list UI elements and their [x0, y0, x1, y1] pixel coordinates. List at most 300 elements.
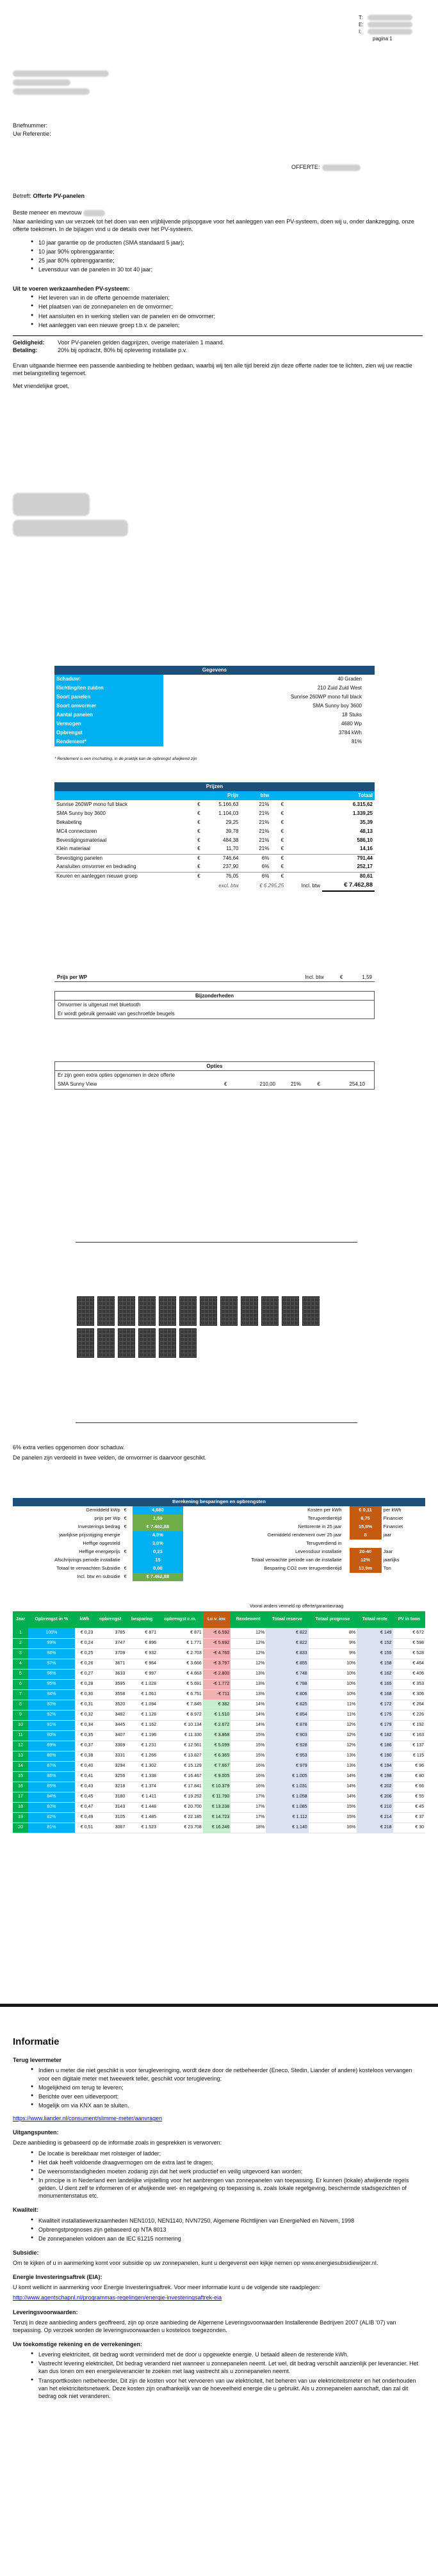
table-cell: € 152 [357, 1638, 393, 1648]
table-cell: € 871 [158, 1628, 203, 1638]
table-cell: 16% [309, 1823, 357, 1833]
solar-panel [118, 1328, 135, 1358]
table-cell: € 3.666 [158, 1659, 203, 1669]
table-row [13, 1812, 425, 1823]
list-item: ● In principe is in Nederland een landelijke vrijstelling voor het aanbrengen van zonnepanelen van toepassing. Er kunnen (lokale) afwijkende regels gelden. U dient zelf te informeren of er afwijkende wet- en regelgeving op toepassing is, zoals lokale regelgeving, beschermde stadsgezichten of monumentenstatus etc. [31, 2177, 423, 2200]
row-label: Aantal panelen [54, 711, 163, 720]
table-row [13, 1751, 425, 1761]
savings-label: jaarlijkse prijsstijging energie [59, 1532, 120, 1538]
payment-label: Betaling: [13, 346, 38, 353]
table-cell: € 1.411 [126, 1792, 158, 1802]
savings-currency [122, 1540, 133, 1548]
table-cell: 14% [309, 1771, 357, 1782]
savings-label: Incl. btw en subsidie [77, 1574, 120, 1580]
row-label: Soort omvormer [54, 702, 163, 711]
price-tcur: € [280, 828, 284, 834]
table-row [13, 1556, 425, 1565]
table-cell: € 137 [393, 1741, 425, 1751]
list-item: ● Kwaliteit installatiewerkzaamheden NEN1010, NEN1140, NVN7250, Algemene Richtlijnen van EnergieNed en Novem, 1998 [31, 2217, 423, 2225]
table-cell: € 1.523 [126, 1823, 158, 1833]
spacer [183, 1540, 198, 1548]
table-cell: € 3.868 [203, 1730, 231, 1741]
table-cell: 89% [28, 1741, 75, 1751]
shadow-note: 6% extra verlies opgenomen door schaduw. [13, 1444, 125, 1451]
table-cell: € 1.005 [266, 1771, 308, 1782]
price-price: 484,38 [223, 837, 239, 843]
table-cell: 13% [309, 1761, 357, 1771]
list-item: ● Berichte over een uitleverpoort; [31, 2093, 423, 2100]
savings-label: Terugverdientijd [307, 1515, 342, 1522]
price-tcur: € [271, 872, 286, 881]
table-cell: € 10.379 [203, 1782, 231, 1792]
table-cell: € 9.005 [203, 1771, 231, 1782]
table-cell: 14 [13, 1761, 28, 1771]
savings-value: € 7.462,88 [133, 1573, 184, 1581]
list-item: ● Het aanleggen van een nieuwe groep t.b.v. de panelen; [31, 321, 423, 329]
spacer [183, 1548, 198, 1556]
regards: Met vriendelijke groet, [13, 383, 70, 390]
your-reference-label: Uw Referentie: [13, 131, 51, 137]
table-cell: 11% [309, 1700, 357, 1710]
roof-edge [76, 1422, 357, 1423]
list-item: ● Indien u meter die niet geschikt is voor terugleveringing, wordt deze door de netbeheerder (Eneco, Stedin, Liander of andere) kosteloos vervangen voor een digitale meter met tweewerk teller, geschikt voor teruglevering; [31, 2066, 423, 2082]
price-row [54, 872, 375, 881]
table-cell: 92% [28, 1710, 75, 1720]
column-header: Totaal prognose [309, 1611, 357, 1628]
table-cell: 3105 [94, 1812, 126, 1823]
gegevens-table [54, 666, 375, 746]
savings-label: Heffige opgesteld [83, 1540, 120, 1547]
informatie-section [13, 2036, 423, 2405]
price-total: 252,17 [357, 864, 373, 870]
table-cell: € 871 [126, 1628, 158, 1638]
savings-value: 1,59 [133, 1515, 184, 1523]
table-cell: 83% [28, 1802, 75, 1812]
spacer [183, 1556, 198, 1565]
info-heading: Kwaliteit: [13, 2207, 39, 2214]
table-cell: 14% [231, 1720, 266, 1730]
list-item: ● Levensduur van de panelen in 30 tot 40 jaar; [31, 266, 423, 273]
table-cell: € 748 [266, 1669, 308, 1679]
table-cell: € 0,24 [75, 1638, 95, 1648]
list-item: ● Het leveren van in de offerte genoemde materialen; [31, 294, 423, 302]
table-cell: € 155 [357, 1648, 393, 1659]
prijs-per-wp-incl: Incl. btw [305, 974, 324, 980]
savings-label: Levensduur installatie [295, 1549, 342, 1555]
table-cell: 12% [231, 1648, 266, 1659]
table-cell: € 0,43 [75, 1782, 95, 1792]
savings-value: 0,00 [133, 1565, 184, 1573]
validity-label: Geldigheid: [13, 339, 45, 346]
savings-label: Nettorente in 25 jaar [298, 1524, 342, 1530]
table-cell: € 186 [357, 1741, 393, 1751]
savings-value: 8 [350, 1531, 382, 1540]
table-cell: 13% [231, 1689, 266, 1700]
table-cell: 12% [231, 1638, 266, 1648]
option-price: 210,00 [259, 1081, 275, 1087]
table-cell: € 5.691 [158, 1679, 203, 1689]
table-row [54, 729, 375, 737]
column-header: Jaar [13, 1611, 28, 1628]
table-cell: € 206 [357, 1792, 393, 1802]
table-row [13, 1730, 425, 1741]
table-cell: -€ 4.760 [203, 1648, 231, 1659]
table-cell: 88% [28, 1751, 75, 1761]
table-cell: € 953 [266, 1751, 308, 1761]
savings-title: Berekening besparingen en opbrengsten [13, 1498, 425, 1506]
price-item: Klein materiaal [56, 846, 90, 852]
price-cur: € [191, 854, 202, 863]
table-cell: € 928 [266, 1741, 308, 1751]
subject-prefix: Betreft: [13, 193, 32, 199]
spacer [183, 1515, 198, 1523]
info-text: Deze aanbieding is gebaseerd op de informatie zoals in gesprekken is verworven: [13, 2139, 222, 2146]
letter-body [13, 192, 423, 396]
savings-currency: € [124, 1549, 127, 1555]
table-cell: € 55 [393, 1792, 425, 1802]
table-cell: 96% [28, 1669, 75, 1679]
contact-line: E: [359, 22, 364, 28]
info-text: Tenzij in deze aanbieding anders geoffreerd, zijn op onze aanbieding de Algemene Leveringsvoorwaarden Installerende Bedrijven 2007 (ALIB '07) van toepassing. Op verzoek worden de leveringsvoorwaarden u kosteloos toegezonden. [13, 2319, 396, 2333]
table-cell: € 19.252 [158, 1792, 203, 1802]
table-cell: € 158 [357, 1659, 393, 1669]
info-heading: Leveringsvoorwaarden: [13, 2308, 78, 2315]
table-row [13, 1782, 425, 1792]
work-heading: Uit te voeren werkzaamheden PV-systeem: [13, 286, 130, 293]
price-price: 746,64 [202, 854, 241, 863]
price-btw: 6% [261, 864, 270, 870]
table-cell: € 788 [266, 1679, 308, 1689]
row-label: Richting/ten zuiden [54, 684, 163, 693]
column-header: besparing [126, 1611, 158, 1628]
price-row [54, 809, 375, 818]
prijs-per-wp-value: 1,59 [362, 974, 372, 980]
table-row [13, 1659, 425, 1669]
solar-panel [138, 1328, 156, 1358]
table-cell: € 15.129 [158, 1761, 203, 1771]
spacer [183, 1506, 198, 1515]
price-price: 1.104,03 [218, 810, 239, 816]
table-row [13, 1771, 425, 1782]
savings-value: € 0,11 [350, 1506, 382, 1515]
price-btw: 6% [241, 854, 272, 863]
spacer [344, 1565, 350, 1573]
table-cell: € 0,23 [75, 1628, 95, 1638]
table-cell: 8% [309, 1628, 357, 1638]
table-cell: € 192 [393, 1720, 425, 1730]
table-cell: € 30 [393, 1823, 425, 1833]
savings-value: 4,0% [133, 1531, 184, 1540]
table-cell: € 1.112 [266, 1812, 308, 1823]
table-cell: € 0,25 [75, 1648, 95, 1659]
price-item: MC4 connectoren [56, 828, 97, 834]
incl-btw-total: € 7.462,88 [322, 881, 375, 891]
table-cell: € 6.365 [203, 1751, 231, 1761]
table-cell: 3256 [94, 1771, 126, 1782]
price-price: 5.166,63 [218, 801, 239, 807]
table-cell: € 14.723 [203, 1812, 231, 1823]
table-cell: 3218 [94, 1782, 126, 1792]
table-cell: € 5.099 [203, 1741, 231, 1751]
table-cell: 11% [309, 1710, 357, 1720]
savings-currency [122, 1556, 133, 1565]
row-value: SMA Sunny boy 3600 [312, 702, 362, 709]
savings-value: 4,680 [133, 1506, 184, 1515]
table-row [54, 675, 375, 684]
table-cell: € 0,41 [75, 1771, 95, 1782]
savings-unit: Jaar [383, 1549, 393, 1555]
table-row [13, 1720, 425, 1730]
table-cell: € 37 [393, 1812, 425, 1823]
table-cell: € 210 [357, 1802, 393, 1812]
table-cell: 12 [13, 1741, 28, 1751]
table-cell: € 17.841 [158, 1782, 203, 1792]
price-price: 39,78 [225, 828, 239, 834]
table-cell: 11 [13, 1730, 28, 1741]
table-cell: -€ 2.800 [203, 1669, 231, 1679]
table-cell: € 0,45 [75, 1792, 95, 1802]
savings-unit: jaar [383, 1532, 392, 1538]
table-cell: € 855 [266, 1659, 308, 1669]
table-cell: € 672 [393, 1628, 425, 1638]
table-cell: € 0,38 [75, 1751, 95, 1761]
table-cell: 13 [13, 1751, 28, 1761]
table-cell: € 806 [266, 1689, 308, 1700]
intro-paragraph: Naar aanleiding van uw verzoek tot het doen van een vrijblijvende prijsopgave voor het aanleggen van een PV-systeem, doen wij u, onder dankzegging, onze offerte toekomen. In de bijlagen vind u de details over het PV-systeem. [13, 218, 414, 233]
table-cell: € 964 [126, 1659, 158, 1669]
savings-label: Kosten per kWh [307, 1507, 342, 1513]
table-row [54, 711, 375, 720]
price-item: Bekabeling [56, 819, 82, 825]
table-cell: 15% [309, 1812, 357, 1823]
table-cell: € 1.028 [126, 1679, 158, 1689]
table-cell: 10 [13, 1720, 28, 1730]
price-total: 586,10 [357, 837, 373, 843]
table-cell: 3520 [94, 1700, 126, 1710]
table-cell: € 896 [126, 1638, 158, 1648]
contact-line: T: [359, 15, 363, 20]
table-cell: 94% [28, 1689, 75, 1700]
row-label: Schaduw: [54, 675, 163, 684]
solar-panel [138, 1296, 156, 1326]
table-cell: 18 [13, 1802, 28, 1812]
savings-currency: € [124, 1515, 127, 1522]
table-cell: € 115 [393, 1751, 425, 1761]
closing-paragraph: Ervan uitgaande hiermee een passende aanbieding te hebben gedaan, waarbij wij ten alle tijd bereid zijn deze offerte nader toe te lichten, zien wij uw reactie met belangstelling tegemoet. [13, 362, 412, 377]
contact-block [359, 14, 393, 42]
column-header: Totaal reserve [266, 1611, 308, 1628]
column-header: opbrengst [94, 1611, 126, 1628]
price-price: 29,25 [225, 819, 239, 825]
savings-value: 15,8% [350, 1523, 382, 1531]
table-cell: € 2.703 [158, 1648, 203, 1659]
savings-currency: € [124, 1565, 127, 1572]
savings-value: 13,9m [350, 1565, 382, 1573]
savings-label: Totaal verwachte periode van de installatie [251, 1557, 342, 1563]
table-cell: 4 [13, 1659, 28, 1669]
savings-value: € 7.462,88 [133, 1523, 184, 1531]
table-cell: 15% [231, 1751, 266, 1761]
column-header [54, 791, 191, 800]
price-tcur: € [280, 864, 284, 870]
savings-unit: Financiet [383, 1524, 403, 1530]
table-cell: 10% [309, 1689, 357, 1700]
info-list [31, 2351, 423, 2400]
table-cell: € 0,30 [75, 1689, 95, 1700]
table-cell: € 0,28 [75, 1679, 95, 1689]
table-cell: € 0,26 [75, 1659, 95, 1669]
table-cell: € 406 [393, 1669, 425, 1679]
table-cell: € 0,31 [75, 1700, 95, 1710]
table-cell: € 306 [393, 1689, 425, 1700]
table-cell: 85% [28, 1782, 75, 1792]
list-item: ● Het dak heeft voldoende draagvermogen om de extra last te dragen; [31, 2159, 423, 2166]
table-cell: 10% [309, 1679, 357, 1689]
row-value: Sunrise 260WP mono full black [290, 693, 362, 700]
price-price: 76,05 [202, 872, 241, 881]
table-cell: 3143 [94, 1802, 126, 1812]
table-cell: 9 [13, 1710, 28, 1720]
table-cell: € 1.128 [126, 1710, 158, 1720]
price-item: SMA Sunny boy 3600 [56, 810, 106, 816]
table-cell: 15% [231, 1741, 266, 1751]
column-header: Opbrengst in % [28, 1611, 75, 1628]
redacted-address [13, 70, 109, 77]
solar-panel [179, 1296, 197, 1326]
spacer [344, 1531, 350, 1540]
table-cell: € 353 [393, 1679, 425, 1689]
table-cell: 20 [13, 1823, 28, 1833]
redacted-address [13, 79, 70, 86]
table-row [54, 693, 375, 702]
table-cell: € 175 [357, 1710, 393, 1720]
solar-panel [97, 1296, 115, 1326]
table-row [13, 1638, 425, 1648]
price-item: Bevestigingsmateriaal [56, 837, 107, 843]
savings-currency: € [124, 1574, 127, 1580]
table-cell: 3407 [94, 1730, 126, 1741]
table-cell: € 23.708 [158, 1823, 203, 1833]
table-cell: 12% [231, 1659, 266, 1669]
table-row [13, 1523, 425, 1531]
table-cell: € 878 [266, 1720, 308, 1730]
table-row [13, 1689, 425, 1700]
salutation: Beste meneer en mevrouw [13, 209, 82, 216]
table-cell: 3633 [94, 1669, 126, 1679]
table-row [54, 737, 375, 746]
row-value: 210 Zuid Zuid West [317, 684, 362, 691]
savings-label: Totaal te verwachten Subsidie [56, 1565, 120, 1572]
table-cell: € 979 [266, 1761, 308, 1771]
row-value: 40 Graden [337, 675, 362, 682]
table-cell: € 20.700 [158, 1802, 203, 1812]
table-cell: 15% [309, 1802, 357, 1812]
table-cell: € 1.196 [126, 1730, 158, 1741]
solar-panel [159, 1328, 176, 1358]
price-btw: 21% [259, 810, 270, 816]
table-cell: € 2.672 [203, 1720, 231, 1730]
price-cur: € [197, 819, 200, 825]
guarantee-list [31, 239, 423, 274]
table-cell: 3067 [94, 1823, 126, 1833]
info-heading: Subsidie: [13, 2249, 39, 2256]
table-cell: 3294 [94, 1761, 126, 1771]
validity-row [13, 339, 423, 346]
solar-panel [77, 1328, 94, 1358]
savings-currency [122, 1531, 133, 1540]
spacer [344, 1540, 350, 1548]
option-total: 254,10 [349, 1081, 365, 1087]
table-cell: 17% [231, 1792, 266, 1802]
table-cell: -€ 6.592 [203, 1628, 231, 1638]
table-cell: € 0,40 [75, 1761, 95, 1771]
table-cell: 3747 [94, 1638, 126, 1648]
price-btw: 21% [259, 828, 270, 834]
table-cell: 10% [309, 1669, 357, 1679]
table-cell: 81% [28, 1823, 75, 1833]
row-label: Soort panelen [54, 693, 163, 702]
opties-intro: Er zijn geen extra opties opgenomen in deze offerte [58, 1072, 175, 1078]
table-cell: 87% [28, 1761, 75, 1771]
table-cell: 3 [13, 1648, 28, 1659]
list-item: ● De zonnepanelen voldoen aan de IEC 61215 normering [31, 2235, 423, 2242]
table-row [13, 1540, 425, 1548]
info-heading: Terug leverrmeter [13, 2057, 61, 2064]
table-cell: 12% [309, 1720, 357, 1730]
table-cell: 3180 [94, 1792, 126, 1802]
column-header: Totaal [286, 791, 375, 800]
table-cell: € 194 [357, 1761, 393, 1771]
table-cell: 15% [231, 1730, 266, 1741]
excl-btw-value: € 6.295,25 [259, 882, 284, 889]
info-link[interactable]: https://www.liander.nl/consument/slimme-meter/aanvragen [13, 2115, 163, 2122]
price-row [54, 836, 375, 845]
table-cell: 13% [231, 1669, 266, 1679]
savings-label: Gemiddeld rendement over 25 jaar [267, 1532, 342, 1538]
excl-btw-label: excl. btw [218, 882, 239, 889]
price-row [54, 818, 375, 827]
table-cell: € 1.266 [126, 1751, 158, 1761]
price-row [54, 854, 375, 863]
table-cell: € 1.061 [126, 1689, 158, 1700]
spacer [344, 1523, 350, 1531]
table-row [54, 702, 375, 711]
info-link[interactable]: http://www.agentschapnl.nl/programmas-regelingen/energie-investeringsaftrek-eia [13, 2294, 222, 2301]
savings-unit: per kWh [383, 1507, 402, 1513]
table-row [54, 684, 375, 693]
table-cell: € 997 [126, 1669, 158, 1679]
table-row [13, 1531, 425, 1540]
roof-ridge [76, 1242, 357, 1243]
offerte-label: OFFERTE: [291, 164, 320, 170]
validity-text: Voor PV-panelen gelden dagprijzen, overige materialen 1 maand. [58, 339, 225, 346]
price-row [54, 845, 375, 854]
table-cell: € 162 [357, 1669, 393, 1679]
option-total-currency: € [317, 1081, 320, 1087]
table-cell: 17 [13, 1792, 28, 1802]
solar-panel [118, 1296, 135, 1326]
column-header: Rendement [231, 1611, 266, 1628]
price-cur: € [197, 828, 200, 834]
table-cell: 84% [28, 1792, 75, 1802]
list-item: ● 25 jaar 80% opbrenggarantie; [31, 257, 423, 264]
price-total: 1.339,25 [352, 810, 373, 816]
table-cell: 98% [28, 1648, 75, 1659]
savings-label: Heffige energieprijs [79, 1549, 120, 1555]
prijs-per-wp-label: Prijs per WP [57, 974, 88, 980]
price-tcur: € [280, 801, 284, 807]
list-item: ● 10 jaar 90% opbrenggarantie; [31, 248, 423, 255]
